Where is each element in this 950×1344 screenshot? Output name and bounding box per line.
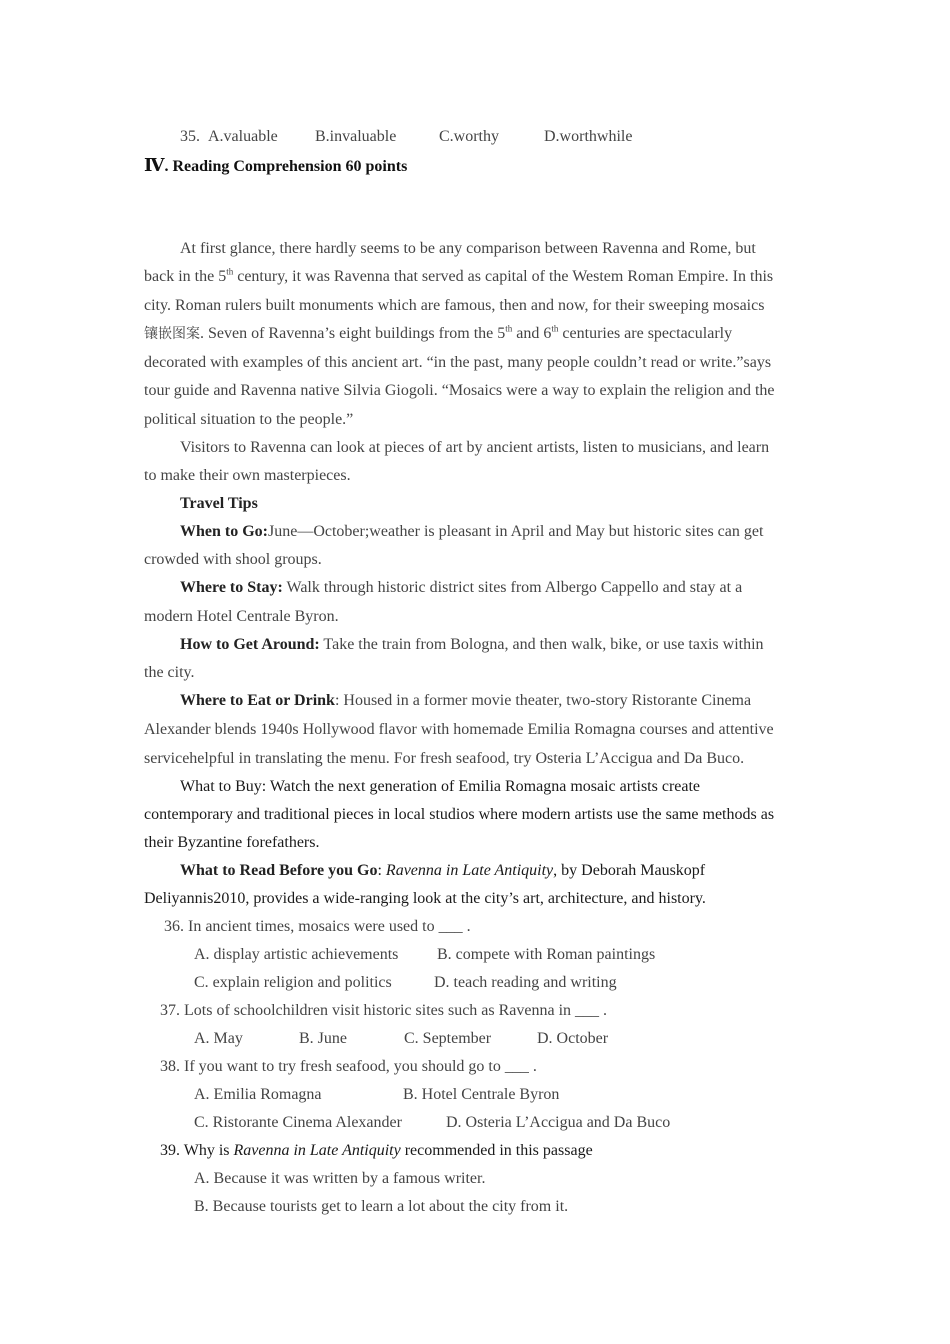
q36-option-a: A. display artistic achievements: [194, 946, 399, 963]
q38-option-d: D. Osteria L’Accigua and Da Buco: [446, 1114, 671, 1131]
tip-around-line1: How to Get Around: Take the train from Bologna, and then walk, bike, or use taxis within: [180, 636, 764, 653]
q38-option-c: C. Ristorante Cinema Alexander: [194, 1114, 402, 1131]
q38-option-b: B. Hotel Centrale Byron: [403, 1086, 560, 1103]
question-37-stem: 37. Lots of schoolchildren visit historic sites such as Ravenna in ___ .: [160, 1002, 608, 1019]
q37-option-a: A. May: [194, 1030, 243, 1047]
q36-option-b: B. compete with Roman paintings: [437, 946, 656, 963]
q35-option-a: A.valuable: [208, 128, 278, 145]
tip-read-line2: Deliyannis2010, provides a wide-ranging look at the city’s art, architecture, and history.: [144, 890, 706, 907]
passage-p1-line5: decorated with examples of this ancient art. “in the past, many people couldn’t read or write.”says: [144, 354, 772, 371]
passage-p1-line2: back in the 5th century, it was Ravenna that served as capital of the Westem Roman Empire. In this: [144, 266, 774, 285]
q35-option-d: D.worthwhile: [544, 128, 633, 145]
q36-option-c: C. explain religion and politics: [194, 974, 392, 991]
tip-around-line2: the city.: [144, 664, 195, 681]
tip-when-label: When to Go:: [180, 523, 268, 540]
q37-option-c: C. September: [404, 1030, 492, 1047]
tip-eat-line2: Alexander blends 1940s Hollywood flavor with homemade Emilia Romagna courses and attentive: [144, 721, 774, 738]
tip-eat-line1: Where to Eat or Drink: Housed in a former movie theater, two-story Ristorante Cinema: [180, 692, 752, 709]
tip-buy-line2: contemporary and traditional pieces in local studios where modern artists use the same methods as: [144, 806, 775, 823]
section-heading: [144, 155, 407, 177]
tip-stay-label: Where to Stay:: [180, 579, 283, 596]
passage-p2-line1: Visitors to Ravenna can look at pieces of art by ancient artists, listen to musicians, and learn: [180, 439, 770, 456]
q35-option-b: B.invaluable: [315, 128, 397, 145]
question-38-stem: 38. If you want to try fresh seafood, you should go to ___ .: [160, 1058, 537, 1075]
q39-option-b: B. Because tourists get to learn a lot about the city from it.: [194, 1198, 569, 1215]
passage-p1-line3: city. Roman rulers built monuments which are famous, then and now, for their sweeping mosaics: [144, 297, 765, 314]
q35-option-c: C.worthy: [439, 128, 499, 145]
q37-option-b: B. June: [299, 1030, 347, 1047]
tip-stay-line1: Where to Stay: Walk through historic district sites from Albergo Cappello and stay at a: [180, 579, 743, 596]
book-title: Ravenna in Late Antiquity: [385, 862, 554, 879]
question-36-stem: 36. In ancient times, mosaics were used to ___ .: [164, 918, 471, 935]
q37-option-d: D. October: [537, 1030, 609, 1047]
tip-when-line2: crowded with shool groups.: [144, 551, 322, 568]
section-title: . Reading Comprehension 60 points: [164, 158, 408, 175]
q39-book-title: Ravenna in Late Antiquity: [233, 1142, 401, 1159]
tip-around-label: How to Get Around:: [180, 636, 320, 653]
chinese-gloss: 镶嵌图案: [144, 326, 200, 342]
passage-p1-line4: 镶嵌图案. Seven of Ravenna’s eight buildings from the 5th and 6th centuries are spectacularly: [144, 323, 733, 342]
q38-option-a: A. Emilia Romagna: [194, 1086, 322, 1103]
q36-option-d: D. teach reading and writing: [434, 974, 617, 991]
tip-buy-line1: What to Buy: Watch the next generation of Emilia Romagna mosaic artists create: [180, 778, 701, 795]
q35-number: 35.: [180, 128, 200, 145]
travel-tips-heading: Travel Tips: [180, 495, 258, 512]
tip-buy-line3: their Byzantine forefathers.: [144, 834, 320, 851]
question-39-stem: 39. Why is Ravenna in Late Antiquity recommended in this passage: [160, 1142, 593, 1159]
section-roman-numeral: Ⅳ: [144, 155, 165, 175]
tip-read-line1: What to Read Before you Go: Ravenna in Late Antiquity, by Deborah Mauskopf: [180, 862, 706, 879]
passage-p1-line1: At first glance, there hardly seems to be any comparison between Ravenna and Rome, but: [180, 240, 756, 257]
question-35-options: [180, 127, 633, 147]
tip-stay-line2: modern Hotel Centrale Byron.: [144, 608, 339, 625]
q39-option-a: A. Because it was written by a famous writer.: [194, 1170, 486, 1187]
passage-p1-line7: political situation to the people.”: [144, 411, 354, 428]
tip-read-label: What to Read Before you Go: [180, 862, 378, 879]
passage-p2-line2: to make their own masterpieces.: [144, 467, 351, 484]
passage-p1-line6: tour guide and Ravenna native Silvia Giogoli. “Mosaics were a way to explain the religion and the: [144, 382, 775, 399]
tip-when-line1: When to Go:June—October;weather is pleasant in April and May but historic sites can get: [180, 523, 764, 540]
tip-eat-line3: servicehelpful in translating the menu. For fresh seafood, try Osteria L’Accigua and Da Buco.: [144, 750, 745, 767]
tip-eat-label: Where to Eat or Drink: [180, 692, 335, 709]
